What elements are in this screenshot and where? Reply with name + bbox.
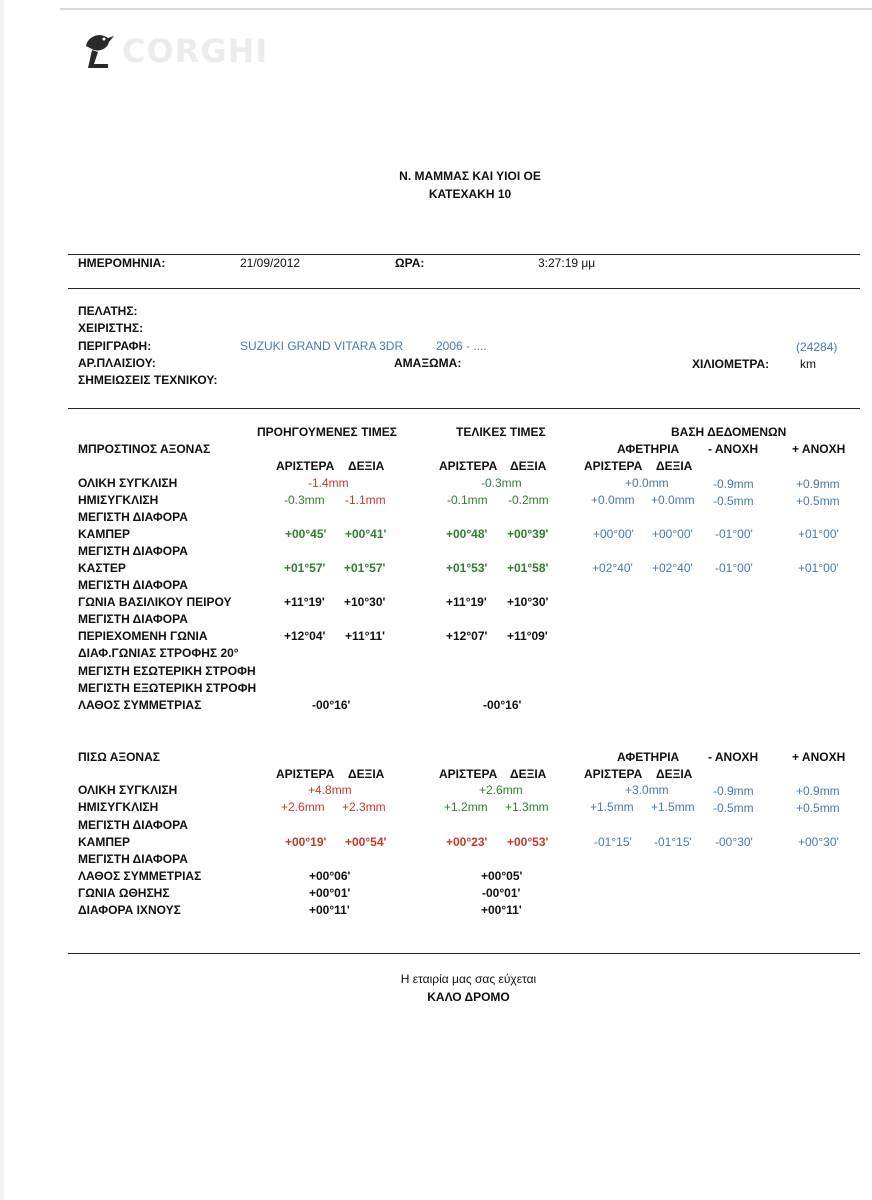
operator-label: ΧΕΙΡΙΣΤΗΣ: [78,321,144,335]
front-final-left: +11°19' [446,595,487,609]
front-tol-minus: -0.5mm [713,494,754,508]
front-final-right-header: ΔΕΞΙΑ [510,459,547,473]
scan-edge-top [60,8,872,10]
front-db-right-header: ΔΕΞΙΑ [656,459,693,473]
vehicle-code: (24284) [796,340,838,354]
front-row-label: ΚΑΣΤΕΡ [78,561,126,575]
rear-prev-thrust: +00°01' [309,886,351,900]
front-final-right: +11°09' [507,629,548,643]
front-db-left: +02°40' [592,561,633,575]
front-db-right: +00°00' [652,527,693,541]
footer-line2: ΚΑΛΟ ΔΡΟΜΟ [427,990,510,1004]
rear-axle-title: ΠΙΣΩ ΑΞΟΝΑΣ [78,750,160,764]
front-prev-left: +11°19' [284,595,325,609]
rear-prev-right-header: ΔΕΞΙΑ [348,767,385,781]
front-db-right: +0.0mm [651,493,695,507]
header-database: ΒΑΣΗ ΔΕΔΟΜΕΝΩΝ [671,425,787,439]
front-row-label: ΔΙΑΦ.ΓΩΝΙΑΣ ΣΤΡΟΦΗΣ 20° [78,646,239,660]
header-previous: ΠΡΟΗΓΟΥΜΕΝΕΣ ΤΙΜΕΣ [257,425,397,439]
front-db-left: +0.0mm [591,493,635,507]
front-db-total-toe: +0.0mm [625,476,669,490]
rear-prev-symmetry: +00°06' [309,869,351,883]
front-prev-symmetry: -00°16' [312,698,351,712]
front-final-left: +01°53' [446,561,488,575]
header-tol-minus: - ΑΝΟΧΗ [708,442,759,456]
front-row-label: ΜΕΓΙΣΤΗ ΔΙΑΦΟΡΑ [78,612,188,626]
front-row-label: ΜΕΓΙΣΤΗ ΔΙΑΦΟΡΑ [78,544,188,558]
rear-row-label: ΗΜΙΣΥΓΚΛΙΣΗ [78,800,159,814]
rear-row-label: ΛΑΘΟΣ ΣΥΜΜΕΤΡΙΑΣ [78,869,202,883]
front-final-right: +00°39' [507,527,549,541]
front-row-label: ΗΜΙΣΥΓΚΛΙΣΗ [78,493,159,507]
front-prev-left: +12°04' [284,629,326,643]
rear-final-left: +00°23' [446,835,488,849]
front-prev-total-toe: -1.4mm [308,476,349,490]
front-prev-right: +00°41' [345,527,387,541]
rear-db-left-header: ΑΡΙΣΤΕΡΑ [584,767,643,781]
rear-prev-track: +00°11' [309,903,350,917]
rear-header-tol-plus: + ΑΝΟΧΗ [792,750,846,764]
rear-tol-plus: +0.5mm [796,801,840,815]
client-label: ΠΕΛΑΤΗΣ: [78,304,138,318]
rear-final-symmetry: +00°05' [481,869,523,883]
rear-db-right: -01°15' [654,835,692,849]
front-prev-left: +01°57' [284,561,326,575]
rear-final-right: +1.3mm [505,800,549,814]
front-final-symmetry: -00°16' [483,698,522,712]
front-final-right: +10°30' [507,595,549,609]
front-final-left: -0.1mm [447,493,488,507]
description-label: ΠΕΡΙΓΡΑΦΗ: [78,339,152,353]
divider-top [68,254,860,255]
divider-info [68,408,860,409]
rear-db-total-toe: +3.0mm [625,783,669,797]
front-final-left-header: ΑΡΙΣΤΕΡΑ [439,459,498,473]
rear-tol-minus: -0.5mm [713,801,754,815]
rear-tol-minus: -00°30' [715,835,753,849]
front-row-label: ΜΕΓΙΣΤΗ ΔΙΑΦΟΡΑ [78,510,188,524]
rear-db-left: -01°15' [594,835,632,849]
bird-logo-icon [78,28,116,74]
front-tol-plus: +01°00' [798,561,839,575]
rear-tol-minus: -0.9mm [713,784,754,798]
front-final-left: +00°48' [446,527,488,541]
rear-prev-right: +00°54' [345,835,387,849]
front-tol-minus: -01°00' [715,561,753,575]
front-prev-left-header: ΑΡΙΣΤΕΡΑ [276,459,335,473]
header-final: ΤΕΛΙΚΕΣ ΤΙΜΕΣ [456,425,546,439]
front-prev-right: +11°11' [345,629,386,643]
rear-row-label: ΔΙΑΦΟΡΑ ΙΧΝΟΥΣ [78,903,181,917]
rear-db-right: +1.5mm [651,800,695,814]
front-tol-plus: +0.9mm [796,477,840,491]
front-tol-plus: +01°00' [798,527,839,541]
rear-header-start: ΑΦΕΤΗΡΙΑ [617,750,680,764]
km-label: ΧΙΛΙΟΜΕΤΡΑ: [692,357,770,371]
rear-final-total-toe: +2.6mm [479,783,523,797]
rear-final-thrust: -00°01' [482,886,521,900]
chassis-label: ΑΡ.ΠΛΑΙΣΙΟΥ: [78,356,156,370]
date-label: ΗΜΕΡΟΜΗΝΙΑ: [78,256,166,270]
divider-bottom [68,953,860,954]
description-value: SUZUKI GRAND VITARA 3DR [240,339,404,353]
time-value: 3:27:19 μμ [538,256,596,270]
front-axle-title: ΜΠΡΟΣΤΙΝΟΣ ΑΞΟΝΑΣ [78,442,211,456]
company-logo [78,28,268,74]
front-row-label: ΜΕΓΙΣΤΗ ΕΞΩΤΕΡΙΚΗ ΣΤΡΟΦΗ [78,681,257,695]
front-db-left-header: ΑΡΙΣΤΕΡΑ [584,459,643,473]
front-tol-minus: -01°00' [715,527,753,541]
rear-tol-plus: +00°30' [798,835,839,849]
rear-row-label: ΚΑΜΠΕΡ [78,835,131,849]
front-prev-left: +00°45' [285,527,327,541]
rear-prev-left: +00°19' [285,835,327,849]
footer-line1: Η εταιρία μας σας εύχεται [400,972,537,986]
notes-label: ΣΗΜΕΙΩΣΕΙΣ ΤΕΧΝΙΚΟΥ: [78,373,218,387]
company-name: Ν. ΜΑΜΜΑΣ ΚΑΙ ΥΙΟΙ ΟΕ [399,169,541,183]
front-prev-right: +10°30' [344,595,386,609]
front-prev-right: +01°57' [344,561,386,575]
company-address: ΚΑΤΕΧΑΚΗ 10 [428,187,512,201]
divider-date [68,288,860,289]
front-prev-right-header: ΔΕΞΙΑ [348,459,385,473]
front-db-right: +02°40' [652,561,693,575]
rear-header-tol-minus: - ΑΝΟΧΗ [708,750,759,764]
date-value: 21/09/2012 [240,256,301,270]
header-tol-plus: + ΑΝΟΧΗ [792,442,846,456]
rear-row-label: ΜΕΓΙΣΤΗ ΔΙΑΦΟΡΑ [78,818,188,832]
rear-prev-right: +2.3mm [342,800,386,814]
front-row-label: ΠΕΡΙΕΧΟΜΕΝΗ ΓΩΝΙΑ [78,629,208,643]
front-row-label: ΜΕΓΙΣΤΗ ΔΙΑΦΟΡΑ [78,578,188,592]
year-value: 2006 - .... [436,339,487,353]
rear-db-left: +1.5mm [590,800,634,814]
logo-text: CORGHI [122,32,269,70]
rear-prev-left: +2.6mm [281,800,325,814]
front-final-left: +12°07' [446,629,488,643]
time-label: ΩΡΑ: [395,256,425,270]
rear-row-label: ΜΕΓΙΣΤΗ ΔΙΑΦΟΡΑ [78,852,188,866]
rear-db-right-header: ΔΕΞΙΑ [656,767,693,781]
front-row-label: ΟΛΙΚΗ ΣΥΓΚΛΙΣΗ [78,476,178,490]
front-db-left: +00°00' [593,527,634,541]
scan-edge-left [0,0,4,1200]
front-tol-plus: +0.5mm [796,494,840,508]
front-prev-left: -0.3mm [284,493,325,507]
rear-prev-left-header: ΑΡΙΣΤΕΡΑ [276,767,335,781]
front-row-label: ΚΑΜΠΕΡ [78,527,131,541]
front-row-label: ΜΕΓΙΣΤΗ ΕΣΩΤΕΡΙΚΗ ΣΤΡΟΦΗ [78,664,256,678]
rear-row-label: ΓΩΝΙΑ ΩΘΗΣΗΣ [78,886,170,900]
rear-final-left: +1.2mm [444,800,488,814]
body-label: ΑΜΑΞΩΜΑ: [394,356,462,370]
rear-final-right-header: ΔΕΞΙΑ [510,767,547,781]
rear-final-track: +00°11' [481,903,522,917]
front-prev-right: -1.1mm [345,493,386,507]
front-final-right: -0.2mm [508,493,549,507]
header-start: ΑΦΕΤΗΡΙΑ [617,442,680,456]
front-tol-minus: -0.9mm [713,477,754,491]
front-row-label: ΓΩΝΙΑ ΒΑΣΙΛΙΚΟΥ ΠΕΙΡΟΥ [78,595,232,609]
rear-final-right: +00°53' [507,835,549,849]
front-final-total-toe: -0.3mm [481,476,522,490]
front-row-label: ΛΑΘΟΣ ΣΥΜΜΕΤΡΙΑΣ [78,698,202,712]
rear-prev-total-toe: +4.8mm [308,783,352,797]
rear-final-left-header: ΑΡΙΣΤΕΡΑ [439,767,498,781]
rear-row-label: ΟΛΙΚΗ ΣΥΓΚΛΙΣΗ [78,783,178,797]
km-unit: km [800,357,816,371]
rear-tol-plus: +0.9mm [796,784,840,798]
front-final-right: +01°58' [507,561,549,575]
